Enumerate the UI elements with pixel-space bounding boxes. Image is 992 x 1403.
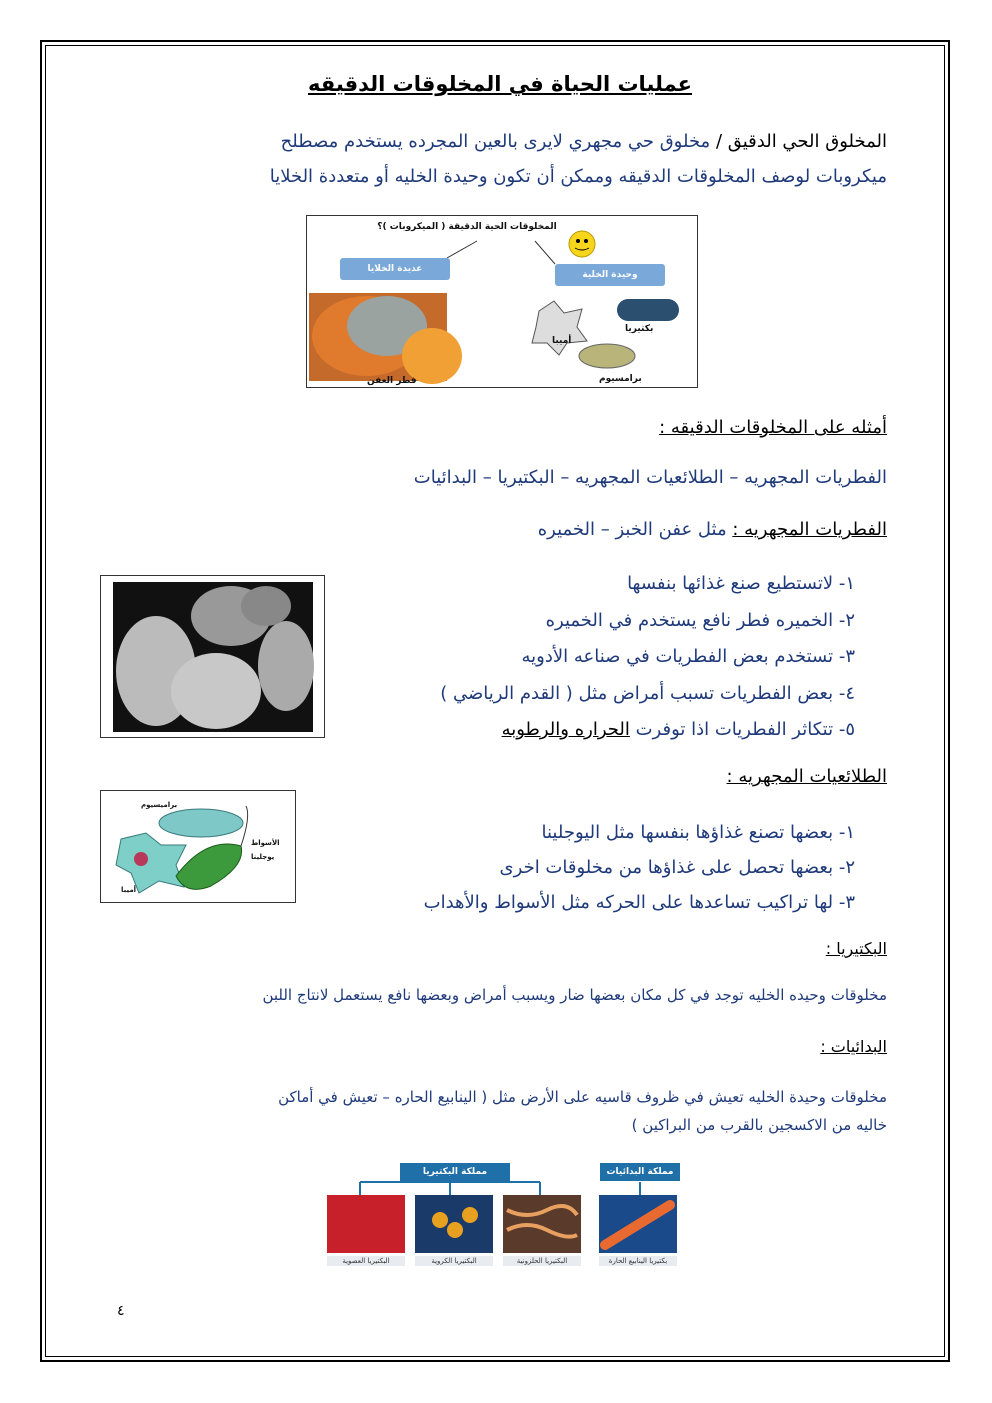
caption-hot-springs: بكتيريا الينابيع الحارة — [599, 1256, 677, 1266]
examples-heading: أمثله على المخلوقات الدقيقه : — [659, 417, 887, 438]
protists-list — [300, 815, 855, 920]
archaea-line2: خاليه من الاكسجين بالقرب من البراكين ) — [631, 1116, 887, 1134]
fungi-heading: الفطريات المجهريه : — [732, 519, 887, 540]
diagram-heading: المخلوقات الحية الدقيقة ( الميكروبات )؟ — [377, 222, 557, 232]
archaea-heading: البدائيات : — [820, 1037, 887, 1056]
unicellular-label: وحيدة الخلية — [555, 264, 665, 286]
yeast-image — [100, 575, 325, 738]
fungi-item: ٢- الخميره فطر نافع يستخدم في الخميره — [545, 609, 855, 631]
paramecium-label: براميسيوم — [141, 801, 178, 809]
fungi-list — [330, 566, 855, 749]
fungi-line — [200, 515, 887, 545]
caption-spiral: البكتيريا الحلزونية — [503, 1256, 581, 1266]
page-title: عمليات الحياة في المخلوقات الدقيقه — [307, 72, 693, 96]
kingdom-archaea-label: مملكة البدائيات — [600, 1163, 680, 1181]
amoeba-label: أميبا — [552, 336, 572, 346]
fungi-item: ١- لاتستطيع صنع غذائها بنفسها — [627, 573, 855, 594]
protists-image — [100, 790, 296, 903]
page-number: ٤ — [117, 1303, 125, 1319]
flagella-label: الأسواط — [251, 839, 280, 847]
fungi-item: ٣- تستخدم بعض الفطريات في صناعه الأدويه — [521, 646, 855, 667]
yeast-graphics — [101, 576, 325, 738]
amoeba-label: أميبا — [121, 886, 137, 894]
mold-label: فطر العفن — [367, 376, 417, 386]
bacteria-heading: البكتيريا : — [825, 939, 887, 958]
definition-term: المخلوق الحي الدقيق / — [715, 131, 887, 152]
bacteria-text: مخلوقات وحيده الخليه توجد في كل مكان بعضها ضار ويسبب أمراض وبعضها نافع يستعمل لانتاج اللبن — [262, 986, 887, 1004]
diagram-graphics — [307, 216, 698, 388]
microbes-diagram — [306, 215, 698, 388]
definition-line2: ميكروبات لوصف المخلوقات الدقيقه وممكن أن تكون وحيدة الخليه أو متعددة الخلايا — [269, 166, 887, 187]
paramecium-label: برامسيوم — [599, 374, 642, 384]
definition-line1 — [150, 127, 887, 157]
definition-text: مخلوق حي مجهري لايرى بالعين المجرده يستخدم مصطلح — [280, 131, 716, 152]
protists-item: ١- بعضها تصنع غذاؤها بنفسها مثل اليوجلينا — [541, 822, 855, 843]
archaea-line1: مخلوقات وحيدة الخليه تعيش في ظروف قاسيه على الأرض مثل ( الينابيع الحاره – تعيش في أماكن — [278, 1088, 887, 1106]
protists-item: ٣- لها تراكيب تساعدها على الحركه مثل الأسواط والأهداب — [423, 892, 855, 913]
kingdoms-diagram — [325, 1160, 685, 1270]
examples-list: الفطريات المجهريه – الطلائعيات المجهريه – البكتيريا – البدائيات — [413, 467, 887, 488]
kingdom-bacteria-label: مملكة البكتيريا — [400, 1163, 510, 1181]
fungi-example: مثل عفن الخبز – الخميره — [537, 519, 733, 540]
multicellular-label: عديدة الخلايا — [340, 258, 450, 280]
protists-heading: الطلائعيات المجهريه : — [726, 766, 887, 787]
euglena-label: يوجلينا — [251, 853, 275, 861]
protists-item: ٢- بعضها تحصل على غذاؤها من مخلوقات اخرى — [499, 857, 855, 878]
fungi-item: ٤- بعض الفطريات تسبب أمراض مثل ( القدم الرياضي ) — [440, 682, 855, 704]
heat-humidity: الحراره والرطوبه — [501, 719, 630, 740]
fungi-item-5: ٥- تتكاثر الفطريات اذا توفرت الحراره والرطوبه — [501, 719, 855, 740]
caption-rod: البكتيريا العصوية — [327, 1256, 405, 1266]
caption-cocci: البكتيريا الكروية — [415, 1256, 493, 1266]
bacteria-label: بكتيريا — [625, 324, 654, 334]
